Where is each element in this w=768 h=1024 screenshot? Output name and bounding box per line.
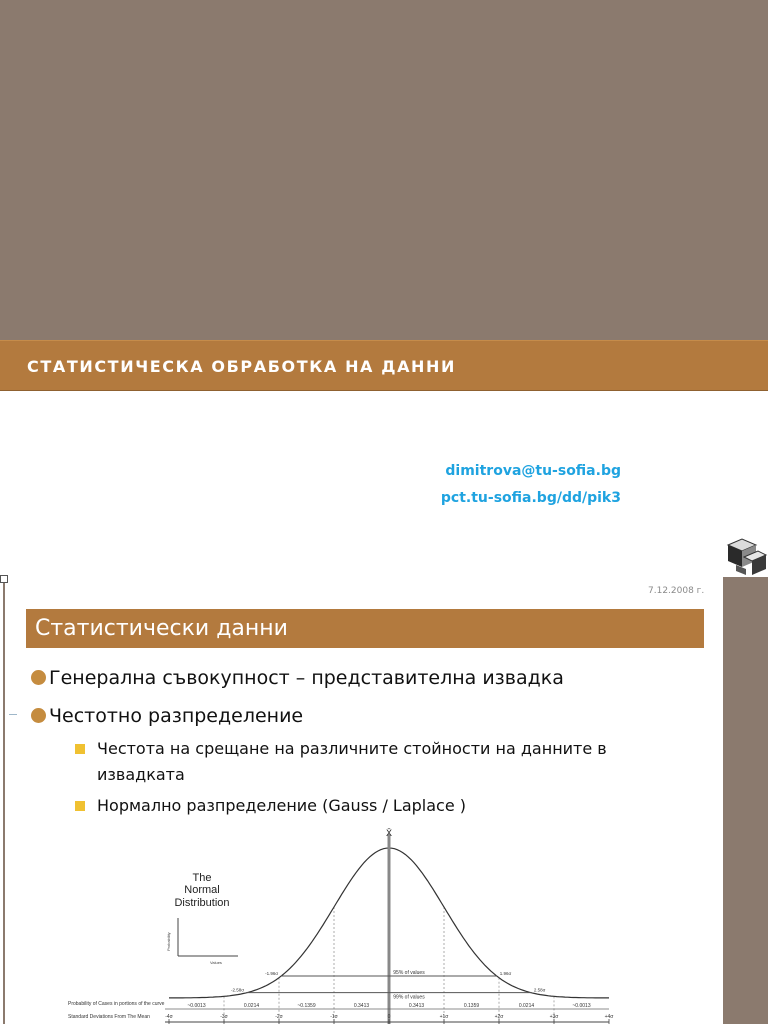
chart-title-line: Normal xyxy=(184,884,220,896)
slide-left-border xyxy=(3,577,5,1024)
sub-bullet-text: Нормално разпределение (Gauss / Laplace ) xyxy=(97,796,467,815)
sd-tick-label: +4σ xyxy=(604,1014,614,1020)
sd-tick-label: +1σ xyxy=(439,1014,449,1020)
chart-labels xyxy=(68,970,614,1024)
critical-value-label: 1.96σ xyxy=(499,971,512,977)
portion-percent-label: ~0.1359 xyxy=(297,1003,316,1009)
bullet-dot-icon xyxy=(31,708,46,723)
mini-x-label: Values xyxy=(210,960,222,965)
portion-percent-label: 0.3413 xyxy=(353,1003,370,1009)
portion-percent-label: 0.3413 xyxy=(408,1003,425,1009)
critical-value-label: 2.58σ xyxy=(533,987,546,993)
bullet-dot-icon xyxy=(31,670,46,685)
sd-tick-label: +2σ xyxy=(494,1014,504,1020)
title-slide-background xyxy=(0,0,768,340)
interval-95-label: 95% of values xyxy=(393,970,425,977)
interval-99-label: 99% of values xyxy=(393,994,425,1001)
sd-tick-label: -3σ xyxy=(220,1014,228,1020)
title-slide-heading-bar xyxy=(0,340,768,391)
sub-bullet-text: Честота на срещане на различните стойности на данните в извадката xyxy=(97,739,607,784)
mini-y-label: Probability xyxy=(166,932,171,951)
sub-bullet-item xyxy=(75,736,675,788)
bullet-text: Генерална съвокупност – представителна извадка xyxy=(49,667,564,689)
university-logo-icon xyxy=(722,533,768,577)
sd-tick-label: -2σ xyxy=(275,1014,283,1020)
slide-title-bar xyxy=(26,609,704,648)
resize-handle[interactable] xyxy=(0,575,8,583)
critical-value-label: -1.96σ xyxy=(265,971,279,977)
bullet-square-icon xyxy=(75,744,85,754)
portion-percent-label: 0.1359 xyxy=(463,1003,480,1009)
contact-email[interactable]: dimitrova@tu-sofia.bg xyxy=(445,463,621,479)
normal-distribution-chart xyxy=(60,826,630,1024)
row-label: Probability of Cases in portions of the curve xyxy=(68,1001,165,1007)
sd-tick-label: -1σ xyxy=(330,1014,338,1020)
slide-date: 7.12.2008 г. xyxy=(648,586,705,596)
bullet-item xyxy=(31,667,564,689)
slide-side-strip xyxy=(723,577,768,1024)
sd-tick-label: 0 xyxy=(387,1014,391,1020)
row-label: Standard Deviations From The Mean xyxy=(68,1014,150,1020)
contact-website[interactable]: pct.tu-sofia.bg/dd/pik3 xyxy=(440,490,621,506)
bullet-item xyxy=(31,705,303,727)
portion-percent-label: ~0.0013 xyxy=(572,1003,591,1009)
mean-label: X̄ xyxy=(385,828,393,838)
title-slide-heading: СТАТИСТИЧЕСКА ОБРАБОТКА НА ДАННИ xyxy=(27,357,457,376)
portion-percent-label: 0.0214 xyxy=(518,1003,535,1009)
chart-title-line: Distribution xyxy=(174,897,230,909)
critical-value-label: -2.58σ xyxy=(231,987,245,993)
bullet-text: Честотно разпределение xyxy=(49,705,304,727)
sub-bullet-item xyxy=(75,793,675,819)
portion-percent-label: 0.0214 xyxy=(243,1003,260,1009)
bullet-square-icon xyxy=(75,801,85,811)
chart-title-line: The xyxy=(192,872,212,884)
portion-percent-label: ~0.0013 xyxy=(187,1003,206,1009)
slide-title: Статистически данни xyxy=(35,616,288,641)
sd-tick-label: -4σ xyxy=(165,1014,173,1020)
sd-tick-label: +3σ xyxy=(549,1014,559,1020)
outline-marker xyxy=(9,714,17,715)
